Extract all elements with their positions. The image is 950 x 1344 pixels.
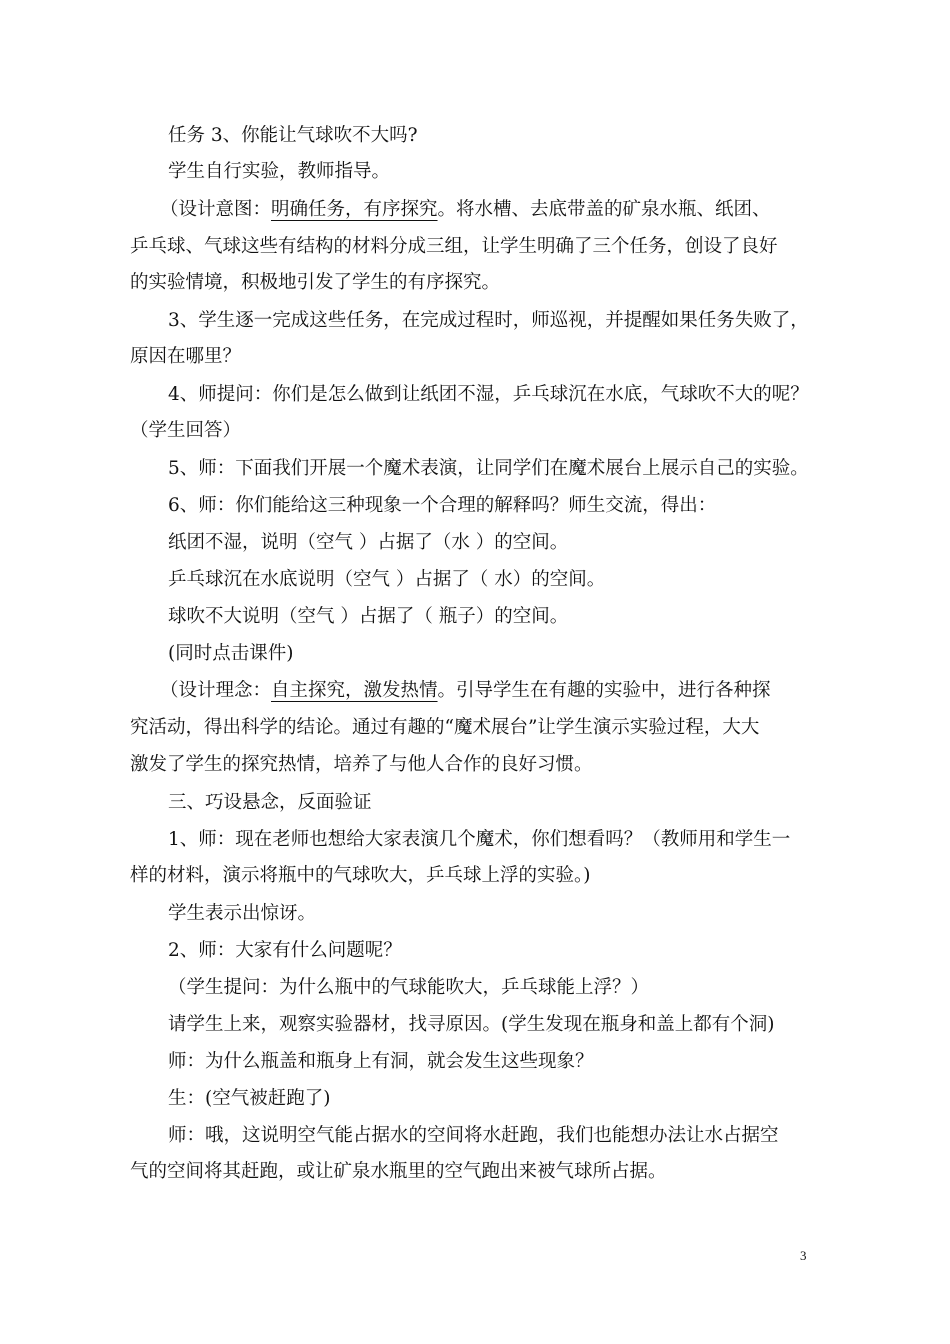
underlined-phrase: 明确任务，有序探究 xyxy=(271,199,438,220)
paragraph-line: 2、师：大家有什么问题呢？ xyxy=(168,940,402,961)
paragraph-line: 学生自行实验，教师指导。 xyxy=(168,161,391,182)
page-number: 3 xyxy=(800,1248,807,1263)
design-concept-line: （设计理念：自主探究，激发热情。引导学生在有趣的实验中，进行各种探 xyxy=(160,680,771,701)
design-intent-line: （设计意图：明确任务，有序探究。将水槽、去底带盖的矿泉水瓶、纸团、 xyxy=(160,199,771,220)
paragraph-line: 气的空间将其赶跑，或让矿泉水瓶里的空气跑出来被气球所占据。 xyxy=(130,1161,667,1182)
paragraph-line: 6、师：你们能给这三种现象一个合理的解释吗？师生交流，得出： xyxy=(168,495,717,516)
conclusion-line: 纸团不湿，说明（空气 ）占据了（水 ）的空间。 xyxy=(168,532,569,553)
paragraph-line: （学生提问：为什么瓶中的气球能吹大，乒乓球能上浮？） xyxy=(168,977,650,998)
paragraph-line: (同时点击课件) xyxy=(168,643,294,664)
paragraph-line: 乒乓球、气球这些有结构的材料分成三组，让学生明确了三个任务，创设了良好 xyxy=(130,236,778,257)
paragraph-line: 样的材料，演示将瓶中的气球吹大，乒乓球上浮的实验。) xyxy=(130,865,591,886)
paragraph-line: 的实验情境，积极地引发了学生的有序探究。 xyxy=(130,272,501,293)
paragraph-line: 究活动，得出科学的结论。通过有趣的“魔术展台”让学生演示实验过程，大大 xyxy=(130,717,760,738)
paragraph-line: 激发了学生的探究热情，培养了与他人合作的良好习惯。 xyxy=(130,754,593,775)
section-heading: 三、巧设悬念，反面验证 xyxy=(168,792,372,813)
paragraph-line: 生：(空气被赶跑了) xyxy=(168,1088,331,1109)
conclusion-line: 球吹不大说明（空气 ）占据了（ 瓶子）的空间。 xyxy=(168,606,569,627)
paragraph-line: 师：哦，这说明空气能占据水的空间将水赶跑，我们也能想办法让水占据空 xyxy=(168,1125,779,1146)
paragraph-line: 3、学生逐一完成这些任务，在完成过程时，师巡视，并提醒如果任务失败了， xyxy=(168,310,809,331)
conclusion-line: 乒乓球沉在水底说明（空气 ）占据了（ 水）的空间。 xyxy=(168,569,606,590)
task-3-heading: 任务 3、你能让气球吹不大吗? xyxy=(168,125,418,146)
paragraph-line: 4、师提问：你们是怎么做到让纸团不湿，乒乓球沉在水底，气球吹不大的呢？ xyxy=(168,384,809,405)
paragraph-line: （学生回答） xyxy=(130,420,242,441)
paragraph-line: 5、师：下面我们开展一个魔术表演，让同学们在魔术展台上展示自己的实验。 xyxy=(168,458,809,479)
paragraph-line: 师：为什么瓶盖和瓶身上有洞，就会发生这些现象？ xyxy=(168,1051,594,1072)
paragraph-line: 原因在哪里？ xyxy=(130,346,242,367)
paragraph-line: 1、师：现在老师也想给大家表演几个魔术，你们想看吗？（教师用和学生一 xyxy=(168,829,791,850)
paragraph-line: 学生表示出惊讶。 xyxy=(168,903,317,924)
underlined-phrase: 自主探究，激发热情 xyxy=(271,680,438,701)
paragraph-line: 请学生上来，观察实验器材，找寻原因。(学生发现在瓶身和盖上都有个洞) xyxy=(168,1014,775,1035)
